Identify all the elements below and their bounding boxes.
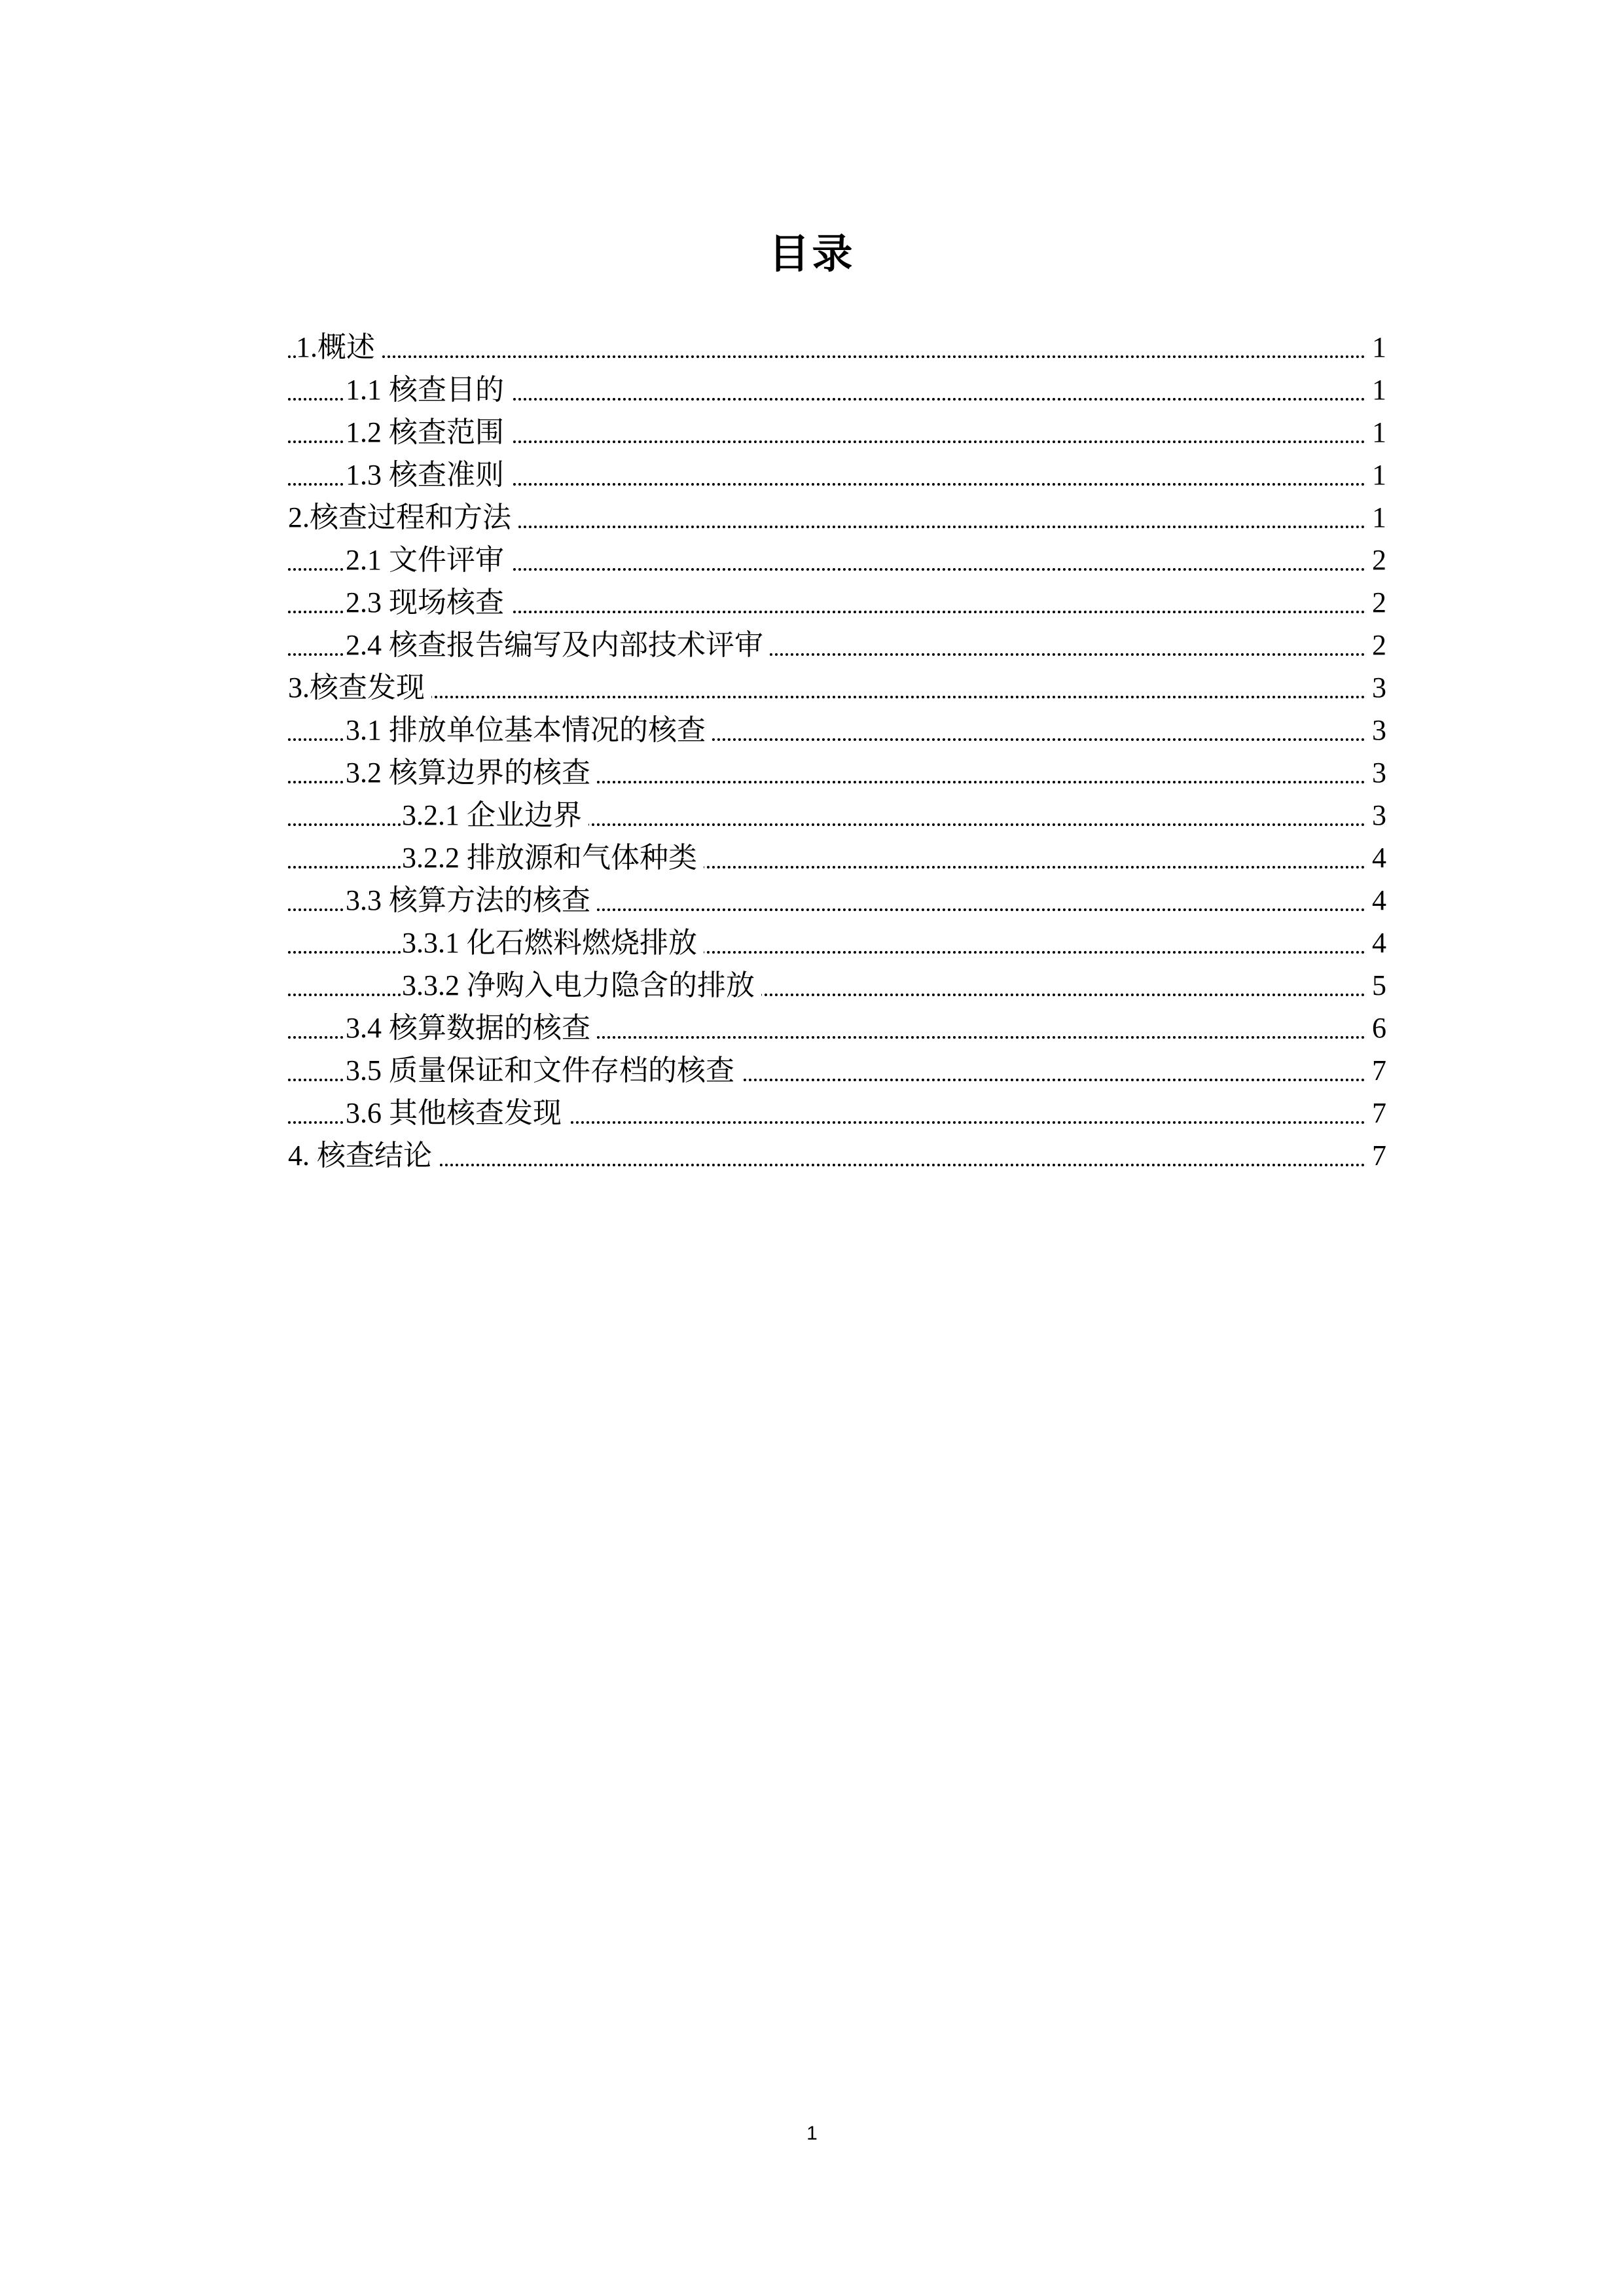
toc-entry-2-3[interactable] bbox=[288, 581, 1386, 624]
toc-entry-page: 1 bbox=[1367, 454, 1386, 496]
toc-entry-3-2[interactable] bbox=[288, 751, 1386, 794]
toc-entry-4[interactable] bbox=[288, 1134, 1386, 1177]
toc-entry-page: 6 bbox=[1367, 1007, 1386, 1049]
toc-entry-label: 3.5 质量保证和文件存档的核查 bbox=[346, 1054, 741, 1086]
toc-entry-3-2-2[interactable] bbox=[288, 836, 1386, 879]
toc-entry-label: 4. 核查结论 bbox=[288, 1139, 439, 1172]
toc-entry-3-5[interactable] bbox=[288, 1049, 1386, 1092]
toc-leader bbox=[288, 355, 1386, 358]
toc-entry-page: 3 bbox=[1367, 666, 1386, 709]
toc-entry-label: 3.1 排放单位基本情况的核查 bbox=[346, 714, 712, 746]
toc-entry-page: 2 bbox=[1367, 624, 1386, 666]
toc-entry-label: 1.3 核查准则 bbox=[346, 459, 511, 491]
toc-entry-label: 2.4 核查报告编写及内部技术评审 bbox=[346, 629, 770, 661]
toc-entry-2-1[interactable] bbox=[288, 539, 1386, 581]
table-of-contents bbox=[288, 326, 1386, 1177]
toc-entry-page: 7 bbox=[1367, 1049, 1386, 1092]
toc-entry-1-1[interactable] bbox=[288, 368, 1386, 411]
toc-entry-label: 3.2 核算边界的核查 bbox=[346, 757, 597, 789]
toc-entry-label: 3.4 核算数据的核查 bbox=[346, 1012, 597, 1044]
toc-entry-1[interactable] bbox=[288, 326, 1386, 368]
toc-entry-label: 3.核查发现 bbox=[288, 672, 431, 704]
toc-entry-3-1[interactable] bbox=[288, 709, 1386, 751]
toc-entry-page: 1 bbox=[1367, 368, 1386, 411]
toc-entry-3-2-1[interactable] bbox=[288, 794, 1386, 836]
toc-entry-label: 3.3.1 化石燃料燃烧排放 bbox=[402, 927, 704, 959]
toc-entry-page: 1 bbox=[1367, 326, 1386, 368]
toc-entry-label: 3.3.2 净购入电力隐含的排放 bbox=[402, 969, 761, 1001]
toc-entry-3-3[interactable] bbox=[288, 879, 1386, 922]
toc-leader bbox=[288, 696, 1386, 698]
toc-entry-page: 5 bbox=[1367, 964, 1386, 1007]
toc-entry-page: 1 bbox=[1367, 496, 1386, 539]
toc-entry-page: 4 bbox=[1367, 922, 1386, 964]
toc-entry-label: 3.6 其他核查发现 bbox=[346, 1097, 568, 1129]
page-title: 目录 bbox=[768, 232, 856, 277]
toc-entry-label: 2.1 文件评审 bbox=[346, 544, 511, 576]
toc-entry-label: 3.2.2 排放源和气体种类 bbox=[402, 842, 704, 874]
toc-entry-page: 1 bbox=[1367, 411, 1386, 454]
toc-entry-label: 2.核查过程和方法 bbox=[288, 501, 518, 533]
toc-entry-2-4[interactable] bbox=[288, 624, 1386, 666]
toc-entry-page: 3 bbox=[1367, 794, 1386, 836]
toc-entry-3-6[interactable] bbox=[288, 1092, 1386, 1134]
toc-entry-label: 2.3 现场核查 bbox=[346, 586, 511, 619]
toc-entry-label: 1.1 核查目的 bbox=[346, 374, 511, 406]
toc-entry-1-2[interactable] bbox=[288, 411, 1386, 454]
toc-entry-page: 4 bbox=[1367, 836, 1386, 879]
toc-entry-label: 3.2.1 企业边界 bbox=[402, 799, 588, 831]
toc-entry-3-3-1[interactable] bbox=[288, 922, 1386, 964]
toc-entry-page: 3 bbox=[1367, 709, 1386, 751]
toc-entry-page: 2 bbox=[1367, 581, 1386, 624]
toc-entry-page: 4 bbox=[1367, 879, 1386, 922]
toc-entry-label: 1.2 核查范围 bbox=[346, 416, 511, 448]
toc-entry-page: 7 bbox=[1367, 1092, 1386, 1134]
toc-entry-label: 1.概述 bbox=[296, 331, 382, 363]
toc-entry-page: 3 bbox=[1367, 751, 1386, 794]
toc-entry-3[interactable] bbox=[288, 666, 1386, 709]
page-number: 1 bbox=[806, 2123, 818, 2144]
toc-entry-label: 3.3 核算方法的核查 bbox=[346, 884, 597, 916]
toc-leader bbox=[288, 1164, 1386, 1166]
toc-entry-page: 2 bbox=[1367, 539, 1386, 581]
toc-entry-1-3[interactable] bbox=[288, 454, 1386, 496]
toc-entry-2[interactable] bbox=[288, 496, 1386, 539]
toc-entry-page: 7 bbox=[1367, 1134, 1386, 1177]
toc-entry-3-4[interactable] bbox=[288, 1007, 1386, 1049]
toc-entry-3-3-2[interactable] bbox=[288, 964, 1386, 1007]
